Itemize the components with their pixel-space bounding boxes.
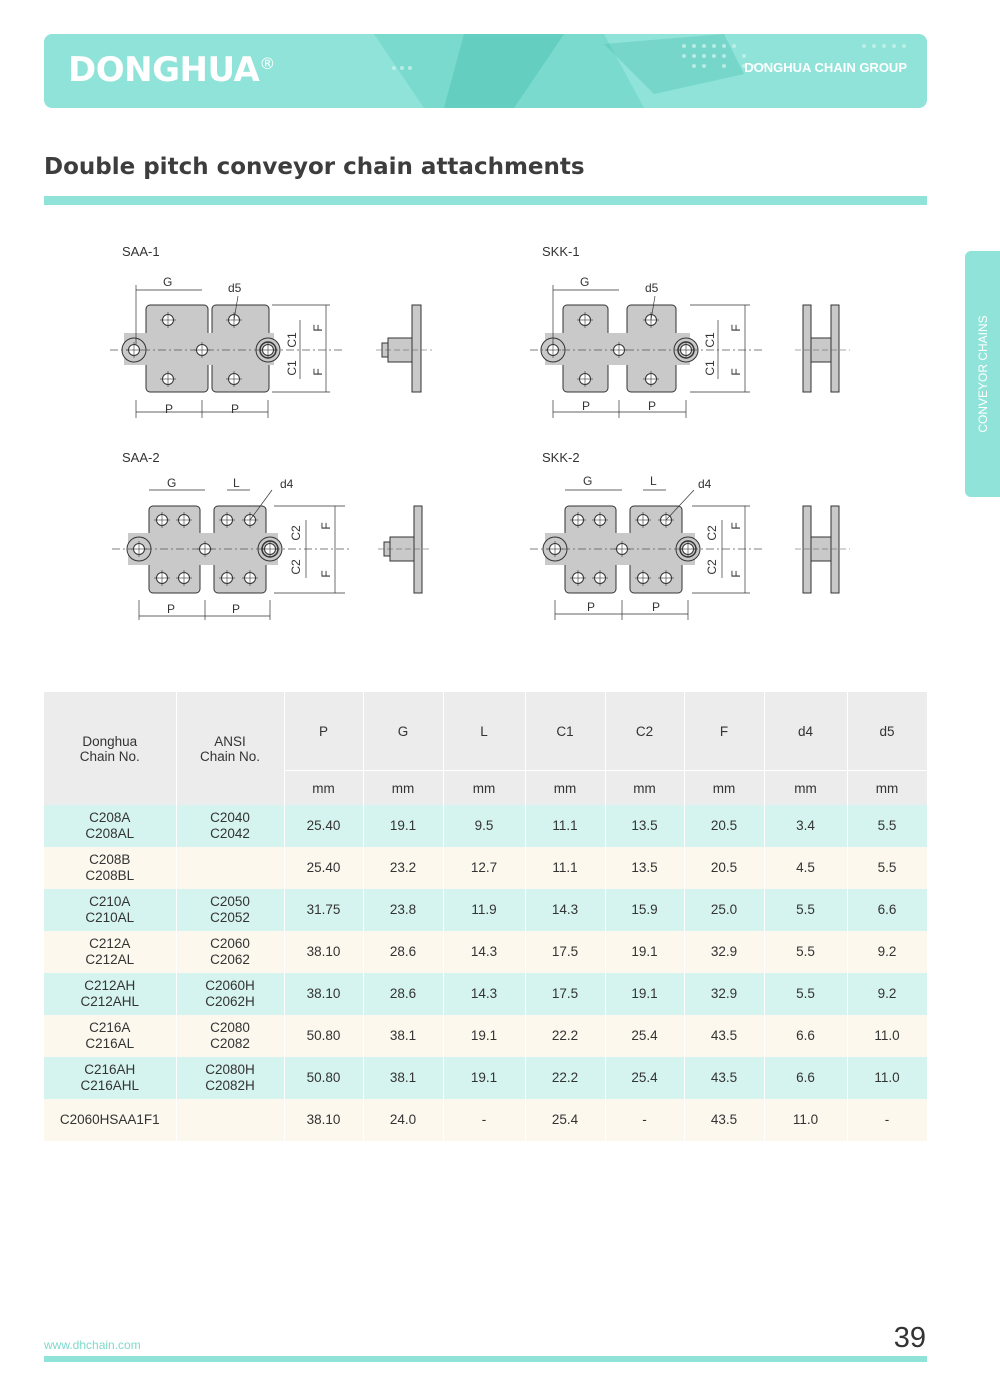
svg-text:d4: d4 — [280, 477, 294, 491]
unit-d4: mm — [764, 771, 847, 806]
cell-value: 22.2 — [525, 1015, 605, 1057]
svg-text:G: G — [163, 275, 173, 289]
header-ansi-no: ANSI Chain No. — [176, 692, 284, 805]
cell-chain-no: C212AH C212AHL — [44, 973, 176, 1015]
cell-value: 11.0 — [847, 1057, 927, 1099]
cell-ansi-no: C2060 C2062 — [176, 931, 284, 973]
svg-text:P: P — [648, 399, 657, 413]
cell-value: 9.5 — [443, 805, 525, 847]
cell-value: 32.9 — [684, 931, 764, 973]
cell-value: 19.1 — [605, 931, 684, 973]
table-row — [44, 1015, 927, 1057]
cell-value: 13.5 — [605, 805, 684, 847]
svg-text:P: P — [587, 600, 596, 614]
svg-text:C2: C2 — [289, 525, 303, 541]
svg-text:C1: C1 — [285, 360, 299, 376]
cell-chain-no: C2060HSAA1F1 — [44, 1099, 176, 1141]
drawing-skk1 — [530, 275, 850, 418]
cell-value: 25.0 — [684, 889, 764, 931]
diagram-label-saa1: SAA-1 — [122, 244, 160, 259]
cell-value: 25.4 — [525, 1099, 605, 1141]
cell-value: 50.80 — [284, 1057, 363, 1099]
cell-ansi-no — [176, 847, 284, 889]
cell-value: 38.10 — [284, 973, 363, 1015]
cell-chain-no: C208B C208BL — [44, 847, 176, 889]
cell-value: 43.5 — [684, 1057, 764, 1099]
brand-logo: DONGHUA® — [68, 50, 275, 90]
table-row — [44, 889, 927, 931]
cell-value: 38.10 — [284, 1099, 363, 1141]
diagram-label-skk1: SKK-1 — [542, 244, 580, 259]
cell-value: 6.6 — [764, 1015, 847, 1057]
unit-d5: mm — [847, 771, 927, 806]
table-row — [44, 1057, 927, 1099]
spec-table — [44, 692, 928, 1141]
cell-chain-no: C212A C212AL — [44, 931, 176, 973]
svg-text:P: P — [232, 602, 241, 616]
unit-p: mm — [284, 771, 363, 806]
cell-value: 11.9 — [443, 889, 525, 931]
svg-text:F: F — [319, 570, 333, 578]
cell-value: 5.5 — [764, 889, 847, 931]
cell-value: 5.5 — [847, 847, 927, 889]
cell-ansi-no: C2080 C2082 — [176, 1015, 284, 1057]
svg-text:P: P — [231, 402, 240, 416]
drawing-saa1 — [110, 275, 432, 418]
svg-text:d5: d5 — [228, 281, 242, 295]
cell-value: 3.4 — [764, 805, 847, 847]
table-row — [44, 1099, 927, 1141]
diagram-label-saa2: SAA-2 — [122, 450, 160, 465]
svg-text:G: G — [580, 275, 590, 289]
unit-f: mm — [684, 771, 764, 806]
cell-chain-no: C208A C208AL — [44, 805, 176, 847]
cell-ansi-no: C2080H C2082H — [176, 1057, 284, 1099]
cell-value: 6.6 — [764, 1057, 847, 1099]
header-p: P — [284, 692, 363, 771]
cell-value: 28.6 — [363, 973, 443, 1015]
header-l: L — [443, 692, 525, 771]
cell-value: 43.5 — [684, 1015, 764, 1057]
group-name: DONGHUA CHAIN GROUP — [744, 60, 907, 75]
svg-text:C2: C2 — [289, 559, 303, 575]
unit-g: mm — [363, 771, 443, 806]
cell-value: - — [443, 1099, 525, 1141]
table-row — [44, 805, 927, 847]
cell-value: 19.1 — [605, 973, 684, 1015]
cell-value: 14.3 — [443, 931, 525, 973]
svg-text:C2: C2 — [705, 525, 719, 541]
svg-text:F: F — [311, 324, 325, 332]
unit-l: mm — [443, 771, 525, 806]
svg-text:P: P — [582, 399, 591, 413]
unit-c1: mm — [525, 771, 605, 806]
header-g: G — [363, 692, 443, 771]
svg-text:F: F — [729, 522, 743, 530]
svg-text:F: F — [311, 368, 325, 376]
cell-value: 43.5 — [684, 1099, 764, 1141]
cell-value: 38.1 — [363, 1057, 443, 1099]
cell-value: 14.3 — [443, 973, 525, 1015]
cell-value: 11.1 — [525, 805, 605, 847]
header-d4: d4 — [764, 692, 847, 771]
cell-value: 17.5 — [525, 931, 605, 973]
table-row — [44, 973, 927, 1015]
cell-value: 11.1 — [525, 847, 605, 889]
svg-text:C2: C2 — [705, 559, 719, 575]
cell-value: 28.6 — [363, 931, 443, 973]
cell-ansi-no: C2060H C2062H — [176, 973, 284, 1015]
cell-value: 15.9 — [605, 889, 684, 931]
drawing-saa2 — [112, 476, 432, 620]
svg-text:P: P — [167, 602, 176, 616]
svg-text:F: F — [729, 324, 743, 332]
cell-chain-no: C210A C210AL — [44, 889, 176, 931]
svg-text:L: L — [650, 474, 657, 488]
cell-value: 19.1 — [443, 1015, 525, 1057]
cell-value: - — [605, 1099, 684, 1141]
page-title: Double pitch conveyor chain attachments — [44, 154, 585, 180]
cell-value: 19.1 — [363, 805, 443, 847]
side-tab-label: CONVEYOR CHAINS — [975, 315, 990, 433]
cell-value: 4.5 — [764, 847, 847, 889]
cell-value: 38.1 — [363, 1015, 443, 1057]
cell-value: - — [847, 1099, 927, 1141]
svg-text:C1: C1 — [285, 332, 299, 348]
svg-text:G: G — [583, 474, 593, 488]
svg-text:F: F — [729, 368, 743, 376]
cell-value: 24.0 — [363, 1099, 443, 1141]
svg-text:P: P — [652, 600, 661, 614]
cell-value: 11.0 — [847, 1015, 927, 1057]
cell-value: 23.8 — [363, 889, 443, 931]
cell-value: 25.4 — [605, 1015, 684, 1057]
cell-ansi-no: C2050 C2052 — [176, 889, 284, 931]
unit-c2: mm — [605, 771, 684, 806]
cell-value: 9.2 — [847, 973, 927, 1015]
cell-value: 38.10 — [284, 931, 363, 973]
svg-text:G: G — [167, 476, 177, 490]
page-number: 39 — [893, 1322, 926, 1354]
technical-drawings — [0, 0, 1000, 680]
cell-value: 17.5 — [525, 973, 605, 1015]
cell-value: 6.6 — [847, 889, 927, 931]
cell-value: 19.1 — [443, 1057, 525, 1099]
cell-value: 25.40 — [284, 805, 363, 847]
table-row — [44, 931, 927, 973]
cell-value: 25.40 — [284, 847, 363, 889]
svg-text:C1: C1 — [703, 360, 717, 376]
drawing-skk2 — [530, 474, 850, 620]
svg-text:d4: d4 — [698, 477, 712, 491]
header-chain-no: Donghua Chain No. — [44, 692, 176, 805]
header-c1: C1 — [525, 692, 605, 771]
cell-ansi-no — [176, 1099, 284, 1141]
svg-text:F: F — [319, 522, 333, 530]
cell-value: 25.4 — [605, 1057, 684, 1099]
svg-text:L: L — [233, 476, 240, 490]
cell-value: 5.5 — [847, 805, 927, 847]
cell-value: 5.5 — [764, 931, 847, 973]
header-d5: d5 — [847, 692, 927, 771]
cell-value: 23.2 — [363, 847, 443, 889]
header-c2: C2 — [605, 692, 684, 771]
cell-value: 22.2 — [525, 1057, 605, 1099]
cell-value: 20.5 — [684, 805, 764, 847]
cell-value: 9.2 — [847, 931, 927, 973]
spec-table-body — [44, 805, 927, 1141]
cell-value: 13.5 — [605, 847, 684, 889]
cell-value: 5.5 — [764, 973, 847, 1015]
diagram-label-skk2: SKK-2 — [542, 450, 580, 465]
svg-text:F: F — [729, 570, 743, 578]
header-f: F — [684, 692, 764, 771]
svg-text:P: P — [165, 402, 174, 416]
cell-value: 31.75 — [284, 889, 363, 931]
cell-value: 32.9 — [684, 973, 764, 1015]
cell-ansi-no: C2040 C2042 — [176, 805, 284, 847]
table-row — [44, 847, 927, 889]
svg-text:d5: d5 — [645, 281, 659, 295]
cell-value: 12.7 — [443, 847, 525, 889]
cell-value: 11.0 — [764, 1099, 847, 1141]
cell-value: 14.3 — [525, 889, 605, 931]
cell-value: 20.5 — [684, 847, 764, 889]
cell-chain-no: C216A C216AL — [44, 1015, 176, 1057]
svg-text:C1: C1 — [703, 332, 717, 348]
cell-chain-no: C216AH C216AHL — [44, 1057, 176, 1099]
cell-value: 50.80 — [284, 1015, 363, 1057]
footer-url[interactable]: www.dhchain.com — [44, 1338, 141, 1352]
footer-rule — [44, 1356, 927, 1362]
